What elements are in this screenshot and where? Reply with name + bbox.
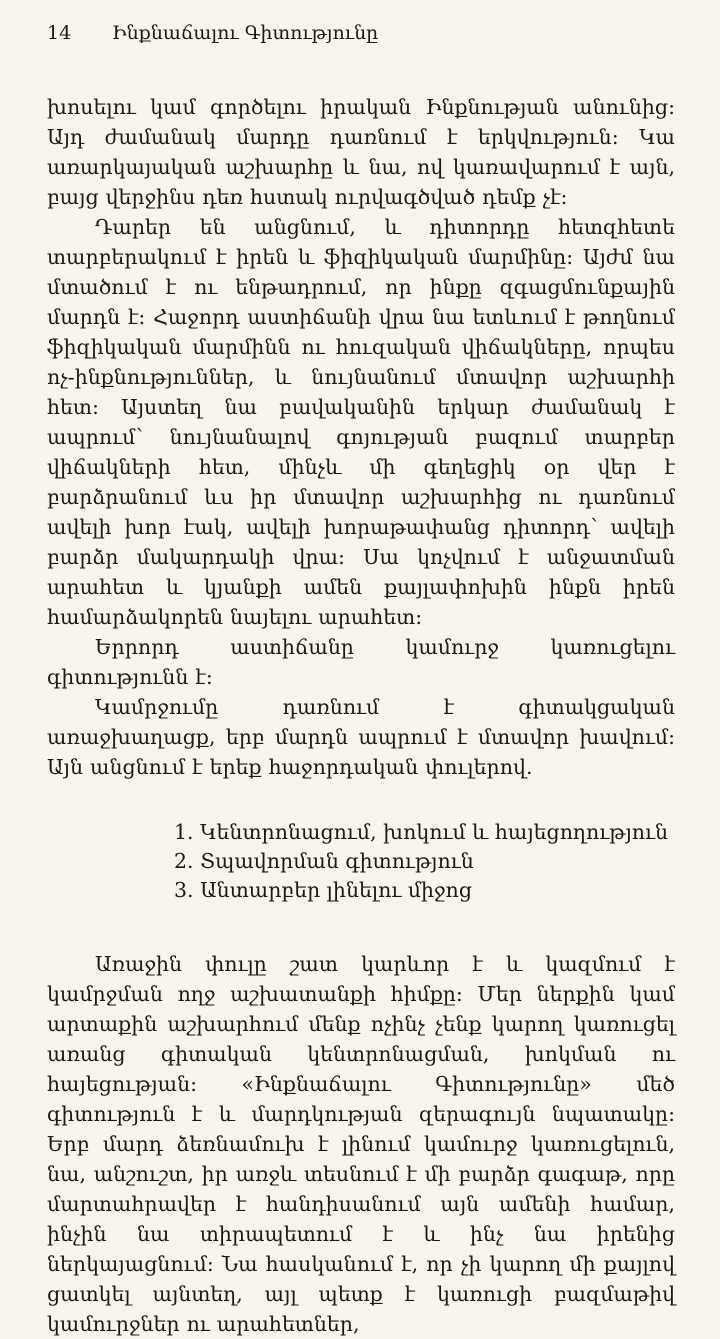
- paragraph-3: Երրորդ աստիճանը կամուրջ կառուցելու գիտությունն է:: [47, 635, 675, 689]
- list-item: 2. Տպավորման գիտություն: [174, 849, 474, 873]
- paragraph-1: խոսելու կամ գործելու իրական Ինքնության անունից: Այդ ժամանակ մարդը դառնում է երկվություն: Կա առարկայական աշխարհը և նա, ով կառավարում է այն, բայց վերջինս դեռ հստակ ուրվագծված դեմք չէ:: [47, 95, 675, 209]
- list-item: 3. Անտարբեր լինելու միջոց: [174, 878, 473, 902]
- paragraph-2: Դարեր են անցնում, և դիտորդը հետզհետե տարբերակում է իրեն և ֆիզիկական մարմինը: Այժմ նա մտածում է ու ենթադրում, որ ինքը զգացմունքային մարդն է: Հաջորդ աստիճանի վրա նա ետևում է թողնում ֆիզիկական մարմինն ու հուզական վիճակները, որպես ոչ-ինքնություններ, և նույնանում մտավոր աշխարհի հետ: Այստեղ նա բավականին երկար ժամանակ է ապրում՝ նույնանալով գոյության բազում տարբեր վիճակների հետ, մինչև մի գեղեցիկ օր վեր է բարձրանում ևս իր մտավոր աշխարհից ու դառնում ավելի խոր էակ, ավելի խորաթափանց դիտորդ՝ ավելի բարձր մակարդակի վրա: Սա կոչվում է անջատման արահետ և կյանքի ամեն քայլափոխին ինքն իրեն համարձակորեն նայելու արահետ:: [47, 215, 675, 629]
- page-header: [0, 18, 720, 48]
- running-title: Ինքնաճալու Գիտությունը: [112, 22, 379, 44]
- paragraph-4: Կամրջումը դառնում է գիտակցական առաջխաղացք, երբ մարդն ապրում է մտավոր խավում: Այն անցնում է երեք հաջորդական փուլերով.: [47, 695, 675, 779]
- stages-list: [47, 818, 675, 905]
- paragraph-5: Առաջին փուլը շատ կարևոր է և կազմում է կամրջման ողջ աշխատանքի հիմքը: Մեր ներքին կամ արտաքին աշխարհում մենք ոչինչ չենք կարող կառուցել առանց գիտական կենտրոնացման, խոկման ու հայեցության: «Ինքնաճալու Գիտությունը» մեծ գիտություն է և մարդկության զերագույն նպատակը: Երբ մարդ ձեռնամուխ է լինում կամուրջ կառուցելուն, նա, անշուշտ, իր առջև տեսնում է մի բարձր գագաթ, որը մարտահրավեր է հանդիսանում այն ամենի համար, ինչին նա տիրապետում է և ինչ նա իրենից ներկայացնում: Նա հասկանում է, որ չի կարող մի քայլով ցատկել այնտեղ, այլ պետք է կառուցի բազմաթիվ կամուրջներ ու արահետներ,: [47, 952, 675, 1336]
- body-text: [47, 92, 675, 1339]
- page-number: 14: [47, 22, 72, 44]
- list-item: 1. Կենտրոնացում, խոկում և հայեցողություն: [174, 820, 669, 844]
